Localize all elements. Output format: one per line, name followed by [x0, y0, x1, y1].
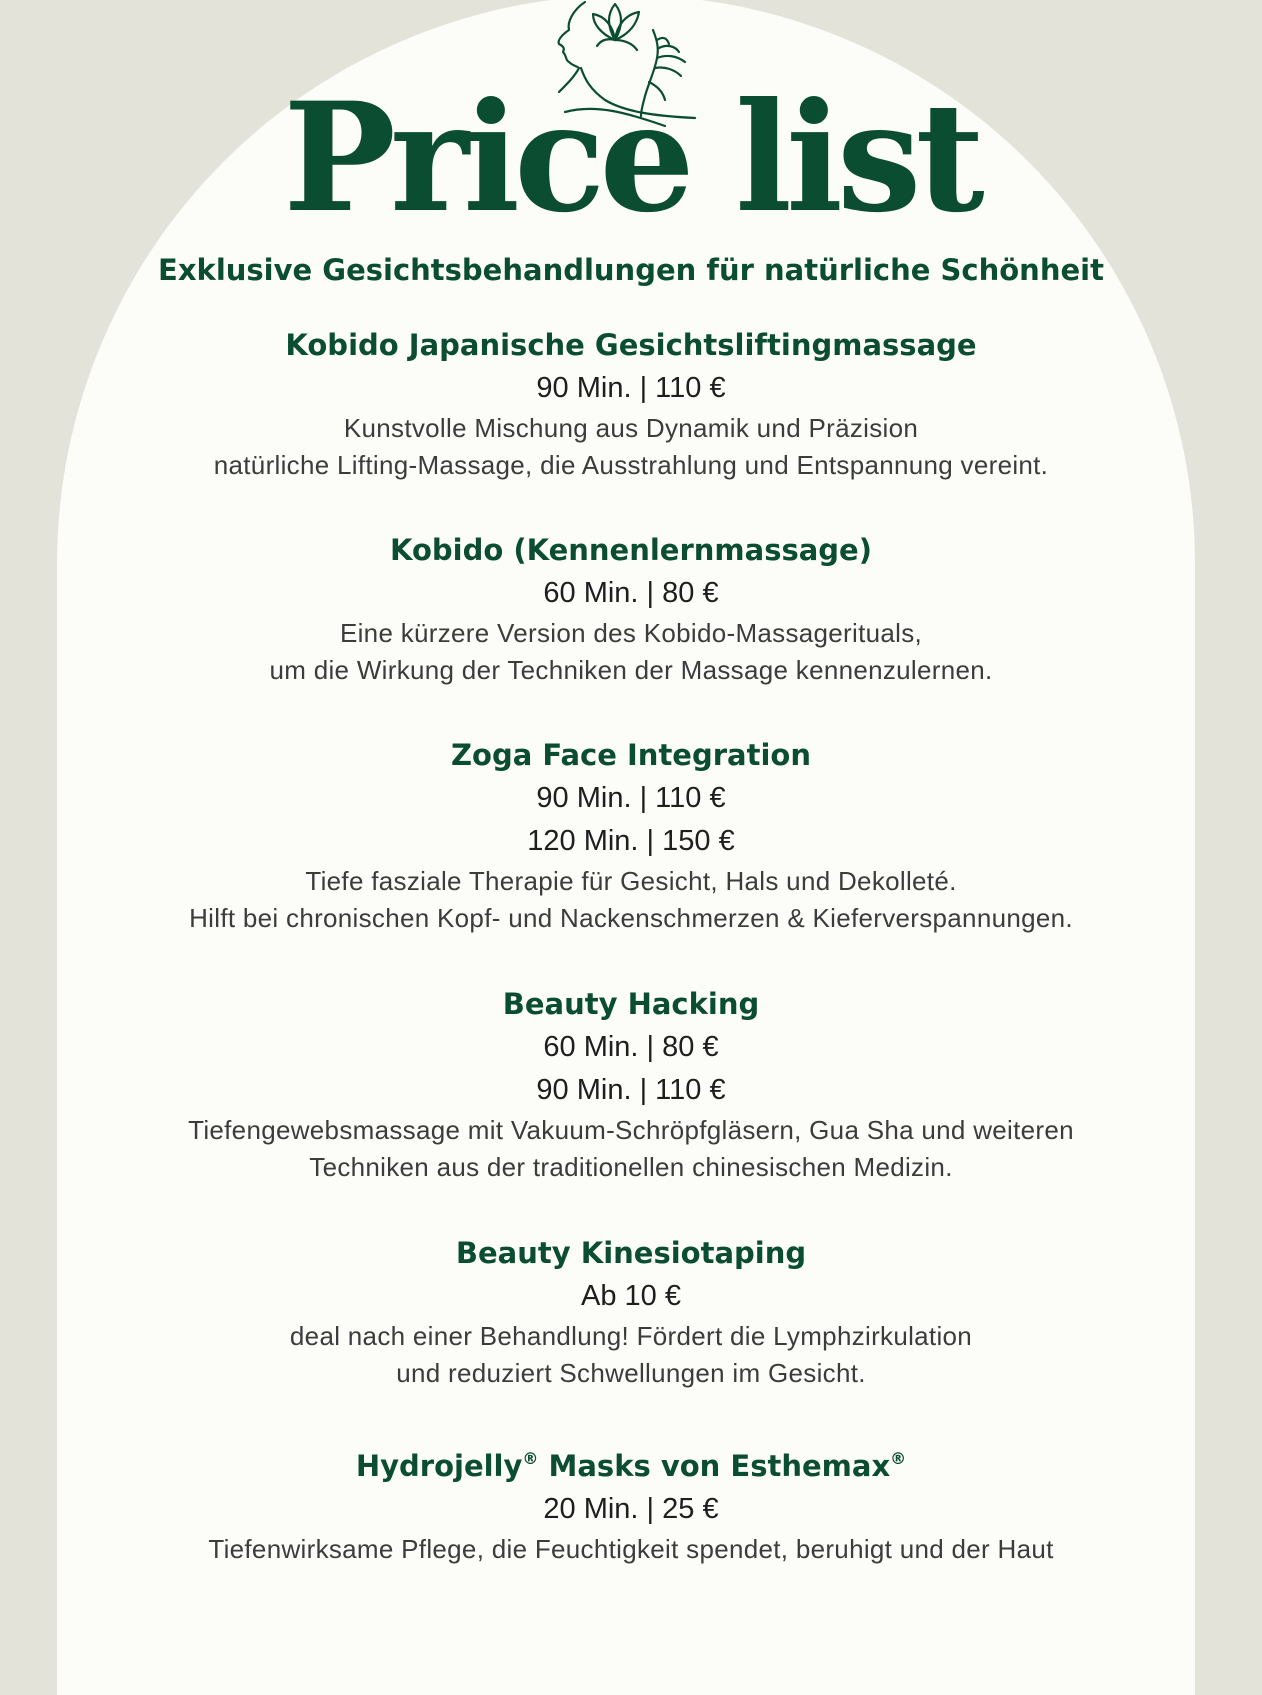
- service-hydrojelly-masks: [0, 1437, 1262, 1568]
- service-price: 90 Min. | 110 €: [536, 782, 726, 814]
- registered-mark: ®: [890, 1449, 907, 1468]
- service-price: 60 Min. | 80 €: [543, 577, 719, 609]
- service-price: 90 Min. | 110 €: [536, 372, 726, 404]
- page-subtitle: Exklusive Gesichtsbehandlungen für natürliche Schönheit: [158, 253, 1104, 287]
- service-zoga-face: [0, 733, 1262, 937]
- service-description-line: Tiefe fasziale Therapie für Gesicht, Hals und Dekolleté.: [305, 866, 957, 896]
- service-name: Kobido (Kennenlernmassage): [390, 533, 872, 567]
- service-price: 60 Min. | 80 €: [543, 1031, 719, 1063]
- service-description-line: Tiefenwirksame Pflege, die Feuchtigkeit spendet, beruhigt und der Haut: [208, 1534, 1054, 1564]
- service-name: [0, 1437, 1262, 1488]
- page-title: Price list: [283, 70, 979, 246]
- service-name: Beauty Kinesiotaping: [455, 1236, 807, 1270]
- service-kobido: [0, 323, 1262, 484]
- service-description-line: natürliche Lifting-Massage, die Ausstrahlung und Entspannung vereint.: [213, 450, 1049, 480]
- service-beauty-hacking: [0, 982, 1262, 1186]
- service-name: Beauty Hacking: [502, 987, 760, 1021]
- service-description-line: Tiefengewebsmassage mit Vakuum-Schröpfgläsern, Gua Sha und weiteren: [188, 1115, 1074, 1145]
- service-name-part: Hydrojelly: [355, 1449, 523, 1483]
- registered-mark: ®: [522, 1449, 539, 1468]
- service-price: 120 Min. | 150 €: [527, 825, 735, 857]
- service-name: Zoga Face Integration: [451, 738, 811, 772]
- service-description-line: deal nach einer Behandlung! Fördert die Lymphzirkulation: [289, 1321, 973, 1351]
- service-description-line: Hilft bei chronischen Kopf- und Nackenschmerzen & Kieferverspannungen.: [189, 903, 1073, 933]
- service-description-line: Eine kürzere Version des Kobido-Massagerituals,: [339, 618, 923, 648]
- service-beauty-kinesiotaping: [0, 1231, 1262, 1392]
- service-description-line: und reduziert Schwellungen im Gesicht.: [396, 1358, 866, 1388]
- service-description-line: um die Wirkung der Techniken der Massage kennenzulernen.: [269, 655, 993, 685]
- service-kobido-kennenlern: [0, 528, 1262, 689]
- service-name-part: Masks von Esthemax: [538, 1449, 891, 1483]
- service-description-line: Techniken aus der traditionellen chinesischen Medizin.: [309, 1152, 953, 1182]
- service-price: 90 Min. | 110 €: [536, 1074, 726, 1106]
- service-description-line: Kunstvolle Mischung aus Dynamik und Präzision: [343, 413, 919, 443]
- service-price: 20 Min. | 25 €: [543, 1493, 719, 1525]
- service-price: Ab 10 €: [581, 1280, 681, 1312]
- service-name: Kobido Japanische Gesichtsliftingmassage: [285, 328, 977, 362]
